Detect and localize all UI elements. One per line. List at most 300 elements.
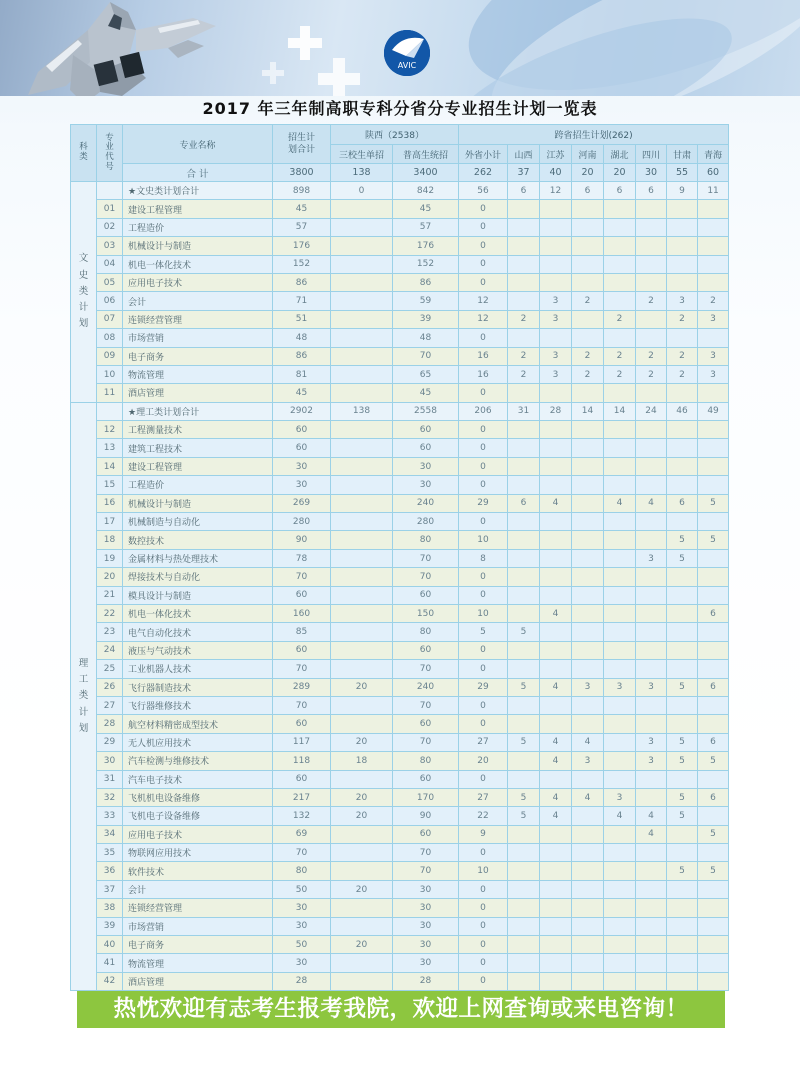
table-row: [71, 421, 729, 439]
value-cell: 2: [572, 292, 604, 310]
major-name-cell: 汽车检测与维修技术: [123, 752, 273, 770]
value-cell: 176: [273, 237, 331, 255]
value-cell: 0: [459, 255, 508, 273]
value-cell: 4: [540, 752, 572, 770]
page-title: 2017 年三年制高职专科分省分专业招生计划一览表: [202, 99, 598, 118]
value-cell: [540, 844, 572, 862]
table-row: [71, 347, 729, 365]
major-code-cell: 31: [97, 770, 123, 788]
value-cell: [572, 457, 604, 475]
value-cell: [540, 715, 572, 733]
value-cell: [636, 899, 667, 917]
value-cell: [698, 421, 729, 439]
table-row: [71, 788, 729, 806]
major-name-cell: 建设工程管理: [123, 200, 273, 218]
value-cell: 4: [540, 733, 572, 751]
value-cell: [698, 770, 729, 788]
value-cell: 2: [636, 365, 667, 383]
value-cell: [508, 604, 540, 622]
value-cell: [667, 880, 698, 898]
value-cell: [540, 696, 572, 714]
value-cell: [508, 421, 540, 439]
value-cell: 60: [393, 641, 459, 659]
value-cell: 4: [636, 825, 667, 843]
major-name-cell: 连锁经营管理: [123, 899, 273, 917]
value-cell: 4: [540, 788, 572, 806]
value-cell: [540, 513, 572, 531]
major-code-cell: 13: [97, 439, 123, 457]
col-header-qinghai: 青海: [698, 145, 729, 164]
value-cell: [508, 568, 540, 586]
value-cell: [508, 936, 540, 954]
value-cell: 70: [393, 696, 459, 714]
value-cell: [331, 310, 393, 328]
value-cell: 5: [698, 752, 729, 770]
value-cell: 0: [459, 421, 508, 439]
value-cell: 20: [331, 880, 393, 898]
major-code-cell: 22: [97, 604, 123, 622]
value-cell: 10: [459, 862, 508, 880]
value-cell: [604, 568, 636, 586]
value-cell: 30: [393, 899, 459, 917]
value-cell: 240: [393, 678, 459, 696]
value-cell: 71: [273, 292, 331, 310]
major-name-cell: 工程造价: [123, 476, 273, 494]
value-cell: [636, 844, 667, 862]
value-cell: 10: [459, 604, 508, 622]
value-cell: 132: [273, 807, 331, 825]
col-header-sichuan: 四川: [636, 145, 667, 164]
code-cell: [97, 402, 123, 420]
value-cell: 46: [667, 402, 698, 420]
value-cell: 2: [604, 310, 636, 328]
major-name-cell: 会计: [123, 880, 273, 898]
value-cell: [604, 549, 636, 567]
value-cell: [572, 384, 604, 402]
value-cell: [572, 329, 604, 347]
value-cell: 30: [393, 476, 459, 494]
value-cell: [604, 384, 636, 402]
value-cell: 5: [667, 752, 698, 770]
value-cell: 60: [273, 641, 331, 659]
value-cell: 2: [508, 365, 540, 383]
value-cell: 81: [273, 365, 331, 383]
major-code-cell: 37: [97, 880, 123, 898]
table-row: [71, 531, 729, 549]
value-cell: [572, 273, 604, 291]
table-row: [71, 310, 729, 328]
col-header-category: 科类: [71, 125, 97, 182]
value-cell: 5: [698, 862, 729, 880]
table-row: [71, 549, 729, 567]
major-name-cell: 物联网应用技术: [123, 844, 273, 862]
col-header-pugao: 普高生统招: [393, 145, 459, 164]
value-cell: 31: [508, 402, 540, 420]
major-name-cell: 液压与气动技术: [123, 641, 273, 659]
value-cell: [636, 917, 667, 935]
major-name-cell: 酒店管理: [123, 972, 273, 990]
value-cell: [540, 972, 572, 990]
value-cell: [331, 531, 393, 549]
value-cell: 86: [273, 347, 331, 365]
value-cell: [331, 972, 393, 990]
major-code-cell: 32: [97, 788, 123, 806]
value-cell: 0: [459, 917, 508, 935]
value-cell: [572, 696, 604, 714]
major-code-cell: 28: [97, 715, 123, 733]
value-cell: [331, 255, 393, 273]
major-name-cell: 机械设计与制造: [123, 237, 273, 255]
value-cell: [540, 218, 572, 236]
value-cell: 70: [393, 844, 459, 862]
major-code-cell: 19: [97, 549, 123, 567]
major-name-cell: 无人机应用技术: [123, 733, 273, 751]
col-header-waisheng: 外省小计: [459, 145, 508, 164]
value-cell: [572, 513, 604, 531]
value-cell: 78: [273, 549, 331, 567]
value-cell: 59: [393, 292, 459, 310]
grand-total-value: 40: [540, 164, 572, 182]
value-cell: [572, 586, 604, 604]
value-cell: [636, 457, 667, 475]
value-cell: [331, 954, 393, 972]
value-cell: 56: [459, 182, 508, 200]
value-cell: 16: [459, 347, 508, 365]
value-cell: 60: [393, 421, 459, 439]
welcome-banner: 热忱欢迎有志考生报考我院，欢迎上网查询或来电咨询！: [77, 991, 725, 1028]
value-cell: [572, 255, 604, 273]
value-cell: [698, 329, 729, 347]
value-cell: 60: [393, 825, 459, 843]
value-cell: 269: [273, 494, 331, 512]
value-cell: [698, 899, 729, 917]
value-cell: 4: [636, 807, 667, 825]
value-cell: 3: [572, 678, 604, 696]
value-cell: 45: [273, 384, 331, 402]
value-cell: [508, 255, 540, 273]
major-code-cell: 36: [97, 862, 123, 880]
value-cell: 12: [459, 292, 508, 310]
value-cell: 2: [667, 310, 698, 328]
major-name-cell: 机电一体化技术: [123, 255, 273, 273]
value-cell: 90: [273, 531, 331, 549]
major-code-cell: 09: [97, 347, 123, 365]
value-cell: [667, 770, 698, 788]
value-cell: 6: [698, 733, 729, 751]
value-cell: [508, 586, 540, 604]
value-cell: [604, 660, 636, 678]
major-name-cell: 飞机电子设备维修: [123, 807, 273, 825]
plus-decoration: [318, 58, 360, 96]
value-cell: 152: [273, 255, 331, 273]
value-cell: [636, 476, 667, 494]
value-cell: 48: [393, 329, 459, 347]
value-cell: 9: [459, 825, 508, 843]
table-row: [71, 200, 729, 218]
value-cell: [698, 641, 729, 659]
major-name-cell: 工业机器人技术: [123, 660, 273, 678]
value-cell: [698, 715, 729, 733]
value-cell: [331, 586, 393, 604]
value-cell: [508, 439, 540, 457]
value-cell: [604, 273, 636, 291]
value-cell: [572, 568, 604, 586]
value-cell: 3: [604, 678, 636, 696]
value-cell: 0: [459, 641, 508, 659]
major-code-cell: 30: [97, 752, 123, 770]
section-summary-row: [71, 182, 729, 200]
table-row: [71, 660, 729, 678]
value-cell: [540, 273, 572, 291]
value-cell: 20: [331, 936, 393, 954]
value-cell: [604, 439, 636, 457]
value-cell: [604, 862, 636, 880]
value-cell: [540, 623, 572, 641]
value-cell: [604, 844, 636, 862]
value-cell: 90: [393, 807, 459, 825]
value-cell: 12: [540, 182, 572, 200]
value-cell: 4: [604, 494, 636, 512]
value-cell: [540, 476, 572, 494]
value-cell: [604, 696, 636, 714]
value-cell: [667, 476, 698, 494]
value-cell: [508, 549, 540, 567]
value-cell: 6: [698, 678, 729, 696]
value-cell: [572, 844, 604, 862]
value-cell: [540, 660, 572, 678]
value-cell: 30: [273, 476, 331, 494]
value-cell: [508, 862, 540, 880]
grand-total-label: 合 计: [123, 164, 273, 182]
value-cell: [667, 586, 698, 604]
value-cell: 0: [459, 457, 508, 475]
grand-total-value: 60: [698, 164, 729, 182]
table-row: [71, 329, 729, 347]
value-cell: [636, 660, 667, 678]
major-code-cell: 34: [97, 825, 123, 843]
value-cell: [698, 218, 729, 236]
value-cell: 6: [604, 182, 636, 200]
col-header-gansu: 甘肃: [667, 145, 698, 164]
value-cell: [508, 880, 540, 898]
value-cell: 3: [698, 310, 729, 328]
value-cell: 0: [459, 200, 508, 218]
value-cell: [572, 641, 604, 659]
value-cell: 2: [508, 310, 540, 328]
major-name-cell: 电气自动化技术: [123, 623, 273, 641]
major-code-cell: 07: [97, 310, 123, 328]
table-row: [71, 807, 729, 825]
grand-total-value: 55: [667, 164, 698, 182]
value-cell: [540, 862, 572, 880]
value-cell: 86: [393, 273, 459, 291]
value-cell: [331, 770, 393, 788]
value-cell: 20: [459, 752, 508, 770]
grand-total-value: 3800: [273, 164, 331, 182]
major-code-cell: 15: [97, 476, 123, 494]
institute-logo-block: [384, 30, 440, 76]
major-code-cell: 04: [97, 255, 123, 273]
value-cell: [667, 715, 698, 733]
value-cell: [540, 568, 572, 586]
value-cell: 5: [667, 678, 698, 696]
value-cell: 10: [459, 531, 508, 549]
value-cell: [667, 825, 698, 843]
value-cell: 4: [540, 678, 572, 696]
value-cell: 0: [459, 586, 508, 604]
value-cell: [572, 715, 604, 733]
value-cell: [572, 494, 604, 512]
table-row: [71, 972, 729, 990]
major-code-cell: 12: [97, 421, 123, 439]
value-cell: [698, 237, 729, 255]
table-row: [71, 696, 729, 714]
value-cell: 60: [273, 586, 331, 604]
value-cell: [540, 531, 572, 549]
value-cell: [667, 899, 698, 917]
value-cell: [636, 788, 667, 806]
value-cell: [636, 568, 667, 586]
value-cell: [331, 623, 393, 641]
major-code-cell: 05: [97, 273, 123, 291]
value-cell: 138: [331, 402, 393, 420]
value-cell: 0: [459, 954, 508, 972]
summary-name-cell: ★理工类计划合计: [123, 402, 273, 420]
value-cell: [636, 641, 667, 659]
value-cell: [331, 457, 393, 475]
avic-logo-icon: [384, 30, 430, 76]
value-cell: 0: [459, 696, 508, 714]
value-cell: 4: [540, 494, 572, 512]
value-cell: [636, 954, 667, 972]
value-cell: [698, 255, 729, 273]
value-cell: [572, 660, 604, 678]
value-cell: 30: [393, 917, 459, 935]
value-cell: 30: [393, 457, 459, 475]
value-cell: 2: [604, 365, 636, 383]
value-cell: 28: [273, 972, 331, 990]
value-cell: 206: [459, 402, 508, 420]
value-cell: [508, 770, 540, 788]
value-cell: 70: [393, 549, 459, 567]
col-header-jiangsu: 江苏: [540, 145, 572, 164]
table-row: [71, 439, 729, 457]
grand-total-value: 20: [604, 164, 636, 182]
value-cell: [508, 218, 540, 236]
value-cell: [540, 770, 572, 788]
plan-table-body: [71, 182, 729, 991]
value-cell: 70: [273, 696, 331, 714]
value-cell: 3: [604, 788, 636, 806]
value-cell: [667, 273, 698, 291]
value-cell: 6: [698, 788, 729, 806]
value-cell: 6: [508, 182, 540, 200]
value-cell: 50: [273, 936, 331, 954]
value-cell: [698, 954, 729, 972]
value-cell: 60: [393, 586, 459, 604]
value-cell: 4: [540, 604, 572, 622]
value-cell: 898: [273, 182, 331, 200]
value-cell: 280: [273, 513, 331, 531]
value-cell: 27: [459, 733, 508, 751]
value-cell: 57: [273, 218, 331, 236]
value-cell: [331, 513, 393, 531]
value-cell: 80: [393, 531, 459, 549]
major-name-cell: 飞行器制造技术: [123, 678, 273, 696]
value-cell: 5: [508, 807, 540, 825]
value-cell: 2: [572, 365, 604, 383]
value-cell: [698, 200, 729, 218]
major-name-cell: 模具设计与制造: [123, 586, 273, 604]
value-cell: [604, 292, 636, 310]
value-cell: 45: [273, 200, 331, 218]
value-cell: [331, 494, 393, 512]
value-cell: [698, 513, 729, 531]
grand-total-value: 37: [508, 164, 540, 182]
value-cell: [508, 513, 540, 531]
value-cell: [331, 862, 393, 880]
major-name-cell: 电子商务: [123, 347, 273, 365]
value-cell: [604, 752, 636, 770]
value-cell: 70: [393, 862, 459, 880]
header-banner: [0, 0, 800, 96]
value-cell: 51: [273, 310, 331, 328]
value-cell: [508, 825, 540, 843]
value-cell: 14: [572, 402, 604, 420]
value-cell: 24: [636, 402, 667, 420]
value-cell: [604, 917, 636, 935]
col-header-major: 专业名称: [123, 125, 273, 164]
value-cell: 29: [459, 678, 508, 696]
value-cell: 3: [572, 752, 604, 770]
table-row: [71, 513, 729, 531]
value-cell: [667, 255, 698, 273]
value-cell: 3: [636, 678, 667, 696]
value-cell: 5: [667, 733, 698, 751]
value-cell: [572, 549, 604, 567]
value-cell: 70: [393, 347, 459, 365]
value-cell: [667, 457, 698, 475]
plan-table-container: [70, 124, 729, 991]
value-cell: [636, 218, 667, 236]
table-row: [71, 844, 729, 862]
value-cell: [636, 972, 667, 990]
value-cell: 60: [393, 439, 459, 457]
value-cell: [572, 917, 604, 935]
value-cell: [604, 733, 636, 751]
value-cell: [698, 439, 729, 457]
value-cell: 3: [540, 292, 572, 310]
value-cell: [572, 972, 604, 990]
major-code-cell: 08: [97, 329, 123, 347]
col-header-henan: 河南: [572, 145, 604, 164]
value-cell: 80: [393, 623, 459, 641]
major-name-cell: 应用电子技术: [123, 273, 273, 291]
value-cell: 60: [273, 421, 331, 439]
table-row: [71, 476, 729, 494]
value-cell: [636, 715, 667, 733]
value-cell: 0: [459, 660, 508, 678]
value-cell: 6: [572, 182, 604, 200]
value-cell: [572, 531, 604, 549]
value-cell: [572, 476, 604, 494]
value-cell: [667, 513, 698, 531]
value-cell: [540, 255, 572, 273]
value-cell: [508, 972, 540, 990]
value-cell: 5: [459, 623, 508, 641]
value-cell: [698, 972, 729, 990]
value-cell: 80: [393, 752, 459, 770]
